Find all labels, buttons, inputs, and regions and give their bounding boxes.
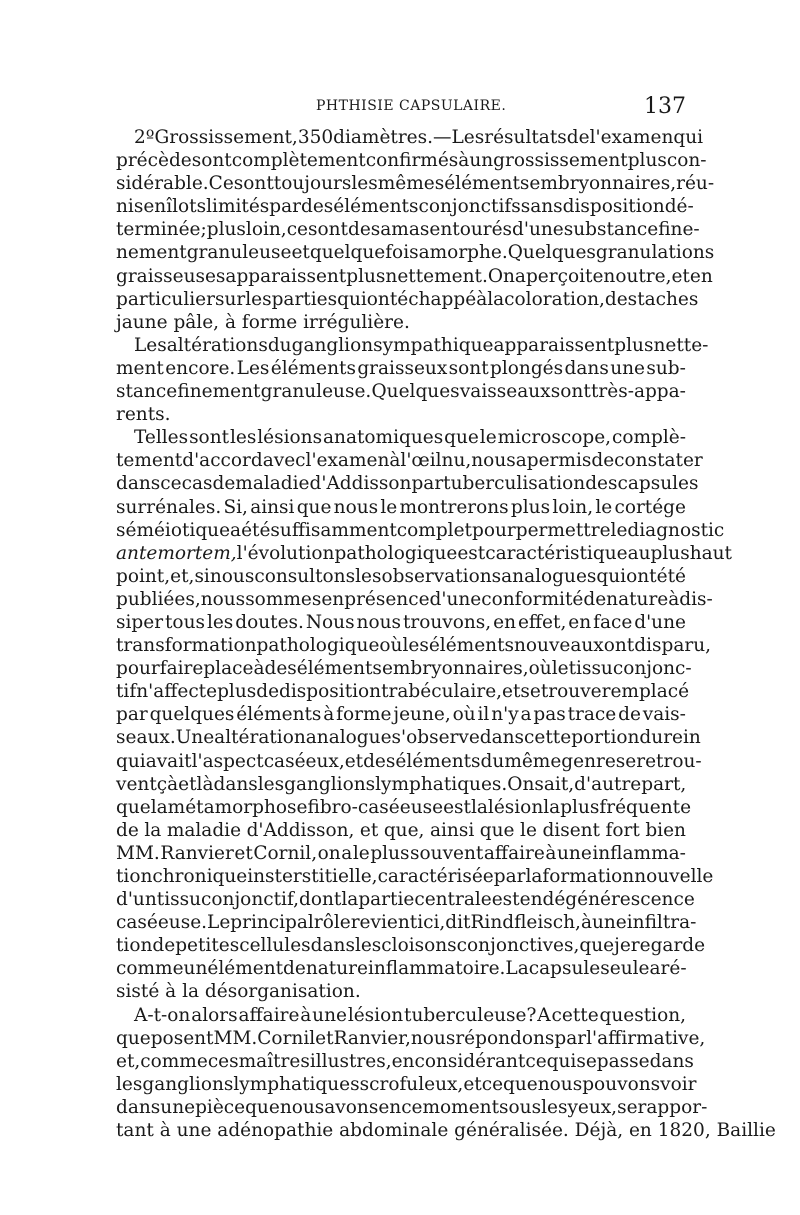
text-line: que la métamorphose fibro-caséeuse est la lésion la plus fréquente [116,796,692,818]
text-line: et, comme ces maîtres illustres, en considérant ce qui se passe dans [116,1050,694,1072]
text-line: vent çà et là dans les ganglions lymphatiques. On sait, d'autre part, [116,773,687,795]
text-line: terminée ; plus loin, ce sont des amas entourés d'une substance fine- [116,219,700,241]
text-line: comme un élément de nature inflammatoire. La capsule seule a ré- [116,958,687,980]
running-title: PHTHISIE CAPSULAIRE. [316,98,507,114]
text-line: par quelques éléments à forme jeune, où il n'y a pas trace de vais- [116,704,686,726]
text-line: surrénales. Si, ainsi que nous le montrerons plus loin, le cortége [116,496,686,518]
text-line: rents. [116,404,171,426]
text-line: point, et, si nous consultons les observations analogues qui ont été [116,565,686,587]
body-text [116,126,776,1142]
paragraph [116,334,709,426]
text-line: tion de petites cellules dans les cloisons conjonctives, que je regarde [116,935,706,957]
text-line: dans ce cas de maladie d'Addisson par tuberculisation des capsules [116,473,699,495]
page-number: 137 [644,94,686,119]
text-line: sidérable. Ce sont toujours les mêmes éléments embryonnaires, réu- [116,173,715,195]
text-line: nement granuleuse et quelquefois amorphe. Quelques granulations [116,242,715,264]
text-line: que posent MM. Cornil et Ranvier, nous répondons par l'affirmative, [116,1027,706,1049]
text-line: MM. Ranvier et Cornil, on a le plus souvent affaire à une inflamma- [116,842,686,864]
paragraph [116,426,732,1003]
text-line: pour faire place à des éléments embryonnaires, où le tissu conjonc- [116,658,692,680]
text-line: caséeuse. Le principal rôle revient ici, dit Rindfleisch, à une infiltra- [116,912,697,934]
page-header [116,94,686,122]
text-line: ment encore. Les éléments graisseux sont plongés dans une sub- [116,357,686,379]
text-line: graisseuses apparaissent plus nettement. On aperçoit en outre, et en [116,265,713,287]
text-line: A-t-on alors affaire à une lésion tuberculeuse? A cette question, [134,1004,686,1026]
text-line: seaux. Une altération analogue s'observe dans cette portion du rein [116,727,701,749]
text-line: stance finement granuleuse. Quelques vaisseaux sont très-appa- [116,381,686,403]
text-line: publiées, nous sommes en présence d'une conformité de nature à dis- [116,588,713,610]
text-line: transformation pathologique où les éléments nouveaux ont disparu, [116,635,712,657]
text-line: jaune pâle, à forme irrégulière. [116,311,410,333]
text-line: précède sont complètement confirmés à un grossissement plus con- [116,150,707,172]
text-line: tant à une adénopathie abdominale généralisée. Déjà, en 1820, Baillie [116,1120,776,1142]
text-line: les ganglions lymphatiques scrofuleux, et ce que nous pouvons voir [116,1073,697,1095]
text-line: d'un tissu conjonctif, dont la partie centrale est en dégénérescence [116,889,695,911]
text-line: nis en îlots limités par des éléments conjonctifs sans disposition dé- [116,196,694,218]
text-line: 2º Grossissement, 350 diamètres. — Les résultats de l'examen qui [134,127,704,148]
text-line: Les altérations du ganglion sympathique apparaissent plus nette- [134,334,709,356]
text-line: dans une pièce que nous avons en ce moment sous les yeux, se rappor- [116,1096,708,1118]
text-line: sisté à la désorganisation. [116,981,361,1003]
paragraph [116,126,715,334]
text-line: tion chronique insterstitielle, caractérisée par la formation nouvelle [116,866,714,887]
text-line: séméiotique a été suffisamment complet pour permettre le diagnostic [116,519,725,541]
paragraph [116,1004,776,1143]
text-line: qui avait l'aspect caséeux, et des éléments du même genre se retrou- [116,750,702,772]
text-line: tif n'affecte plus de disposition trabéculaire, et se trouve remplacé [116,681,690,703]
text-line: de la maladie d'Addisson, et que, ainsi que le disent fort bien [116,819,686,841]
text-line: tement d'accord avec l'examen à l'œil nu, nous a permis de constater [116,450,703,472]
text-line: Telles sont les lésions anatomiques que le microscope, complè- [134,427,686,449]
text-line: siper tous les doutes. Nous nous trouvons, en effet, en face d'une [116,611,686,633]
text-line: ante mortem, l'évolution pathologique est caractéristique au plus haut [116,542,732,564]
text-line: particulier sur les parties qui ont échappé à la coloration, des taches [116,288,699,310]
